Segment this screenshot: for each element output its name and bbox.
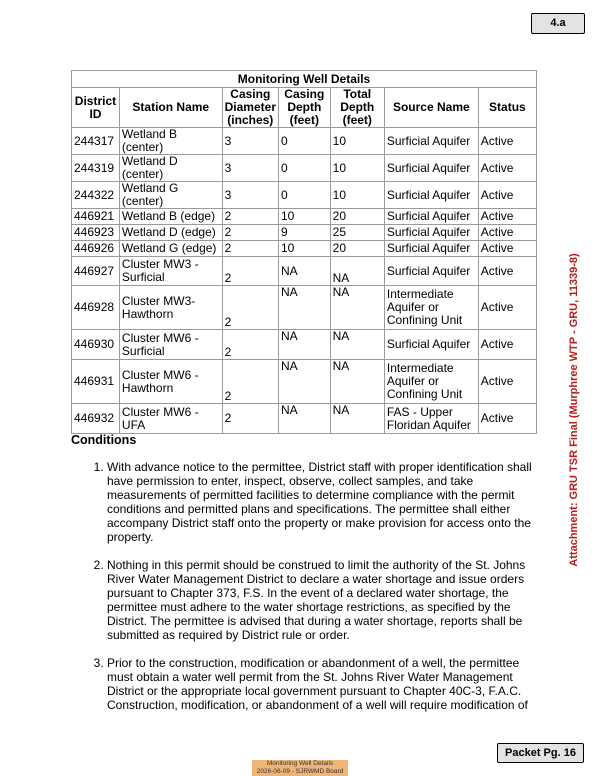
- cell-source-name: Intermediate Aquifer or Confining Unit: [384, 286, 478, 330]
- cell-casing-depth: NA: [278, 404, 330, 434]
- cell-station-name: Cluster MW6 - Hawthorn: [119, 360, 222, 404]
- cell-total-depth: 25: [330, 225, 384, 241]
- attachment-tag: 4.a: [531, 13, 585, 34]
- header-station-name: Station Name: [119, 88, 222, 128]
- table-row: [72, 128, 537, 155]
- cell-station-name: Cluster MW3- Hawthorn: [119, 286, 222, 330]
- cell-casing-depth: NA: [278, 330, 330, 360]
- cell-source-name: FAS - Upper Floridan Aquifer: [384, 404, 478, 434]
- cell-district-id: 446931: [72, 360, 120, 404]
- cell-casing-depth: 0: [278, 128, 330, 155]
- cell-casing-diameter: 2: [222, 286, 278, 330]
- cell-status: Active: [478, 286, 536, 330]
- cell-casing-diameter: 2: [222, 360, 278, 404]
- table-row: [72, 225, 537, 241]
- cell-station-name: Wetland G (edge): [119, 241, 222, 257]
- table-title: Monitoring Well Details: [72, 71, 537, 88]
- cell-casing-diameter: 2: [222, 330, 278, 360]
- table-row: [72, 286, 537, 330]
- footer-stamp: [252, 760, 348, 776]
- table-row: [72, 330, 537, 360]
- table-row: [72, 360, 537, 404]
- cell-status: Active: [478, 155, 536, 182]
- cell-district-id: 446932: [72, 404, 120, 434]
- condition-item: 2. Nothing in this permit should be construed to limit the authority of the St. Johns River Water Management District to declare a water shortage and issue orders pursuant to Chapter 373, F.S. In the event of a declared water shortage, the permittee must adhere to the water shortage restrictions, as specified by the District. The permittee is advised that during a water shortage, reports shall be submitted as required by District rule or order.: [107, 558, 537, 642]
- cell-casing-diameter: 2: [222, 241, 278, 257]
- cell-casing-depth: 0: [278, 182, 330, 209]
- table-row: [72, 404, 537, 434]
- cell-status: Active: [478, 404, 536, 434]
- attachment-side-label: Attachment: GRU TSR Final (Murphree WTP - GRU, 11339-8): [568, 253, 580, 567]
- cell-station-name: Wetland B (edge): [119, 209, 222, 225]
- cell-source-name: Surficial Aquifer: [384, 257, 478, 286]
- cell-casing-depth: 10: [278, 209, 330, 225]
- cell-total-depth: 10: [330, 128, 384, 155]
- cell-station-name: Wetland B (center): [119, 128, 222, 155]
- table-row: [72, 257, 537, 286]
- condition-item: 1. With advance notice to the permittee, District staff with proper identification shall have permission to enter, inspect, observe, collect samples, and take measurements of permitted facilities to determine compliance with the permit conditions and permitted plans and specifications. The permittee shall either accompany District staff onto the property or make provision for access onto the property.: [107, 460, 537, 544]
- cell-district-id: 244317: [72, 128, 120, 155]
- header-total-depth: Total Depth (feet): [330, 88, 384, 128]
- cell-total-depth: 20: [330, 209, 384, 225]
- table-row: [72, 182, 537, 209]
- cell-casing-diameter: 2: [222, 404, 278, 434]
- header-casing-depth: Casing Depth (feet): [278, 88, 330, 128]
- cell-source-name: Surficial Aquifer: [384, 225, 478, 241]
- cell-casing-depth: 9: [278, 225, 330, 241]
- cell-total-depth: NA: [330, 404, 384, 434]
- cell-district-id: 446930: [72, 330, 120, 360]
- header-district-id: District ID: [72, 88, 120, 128]
- cell-casing-diameter: 2: [222, 257, 278, 286]
- cell-casing-depth: 0: [278, 155, 330, 182]
- cell-casing-depth: NA: [278, 286, 330, 330]
- header-casing-diameter: Casing Diameter (inches): [222, 88, 278, 128]
- cell-district-id: 446927: [72, 257, 120, 286]
- conditions-list: [71, 460, 537, 726]
- cell-casing-diameter: 2: [222, 225, 278, 241]
- condition-item: 3. Prior to the construction, modification or abandonment of a well, the permittee must obtain a water well permit from the St. Johns River Water Management District or the appropriate local government pursuant to Chapter 40C-3, F.A.C. Construction, modification, or abandonment of a well will require modification of: [107, 656, 537, 712]
- cell-casing-depth: 10: [278, 241, 330, 257]
- cell-station-name: Wetland D (center): [119, 155, 222, 182]
- cell-district-id: 446926: [72, 241, 120, 257]
- cell-station-name: Wetland D (edge): [119, 225, 222, 241]
- monitoring-well-table: [71, 70, 537, 434]
- cell-casing-depth: NA: [278, 360, 330, 404]
- cell-status: Active: [478, 330, 536, 360]
- cell-total-depth: NA: [330, 257, 384, 286]
- table-row: [72, 209, 537, 225]
- cell-casing-diameter: 3: [222, 128, 278, 155]
- cell-source-name: Surficial Aquifer: [384, 128, 478, 155]
- cell-district-id: 446928: [72, 286, 120, 330]
- footer-stamp-line2: 2026-06-09 - SJRWMD Board: [256, 768, 344, 775]
- table-row: [72, 241, 537, 257]
- cell-status: Active: [478, 360, 536, 404]
- header-source-name: Source Name: [384, 88, 478, 128]
- cell-status: Active: [478, 209, 536, 225]
- cell-source-name: Surficial Aquifer: [384, 209, 478, 225]
- cell-district-id: 446921: [72, 209, 120, 225]
- cell-status: Active: [478, 257, 536, 286]
- cell-source-name: Intermediate Aquifer or Confining Unit: [384, 360, 478, 404]
- cell-district-id: 446923: [72, 225, 120, 241]
- cell-total-depth: 20: [330, 241, 384, 257]
- cell-station-name: Wetland G (center): [119, 182, 222, 209]
- cell-status: Active: [478, 241, 536, 257]
- conditions-heading: Conditions: [71, 433, 137, 447]
- cell-station-name: Cluster MW6 - UFA: [119, 404, 222, 434]
- cell-casing-diameter: 2: [222, 209, 278, 225]
- table-row: [72, 155, 537, 182]
- cell-casing-diameter: 3: [222, 155, 278, 182]
- cell-status: Active: [478, 225, 536, 241]
- cell-district-id: 244319: [72, 155, 120, 182]
- cell-source-name: Surficial Aquifer: [384, 155, 478, 182]
- cell-district-id: 244322: [72, 182, 120, 209]
- header-status: Status: [478, 88, 536, 128]
- footer-stamp-line1: Monitoring Well Details: [266, 760, 334, 767]
- cell-casing-depth: NA: [278, 257, 330, 286]
- cell-source-name: Surficial Aquifer: [384, 330, 478, 360]
- cell-station-name: Cluster MW6 - Surficial: [119, 330, 222, 360]
- cell-total-depth: 10: [330, 182, 384, 209]
- cell-station-name: Cluster MW3 - Surficial: [119, 257, 222, 286]
- cell-status: Active: [478, 128, 536, 155]
- cell-source-name: Surficial Aquifer: [384, 241, 478, 257]
- cell-casing-diameter: 3: [222, 182, 278, 209]
- packet-page-label: Packet Pg. 16: [497, 743, 584, 763]
- cell-total-depth: NA: [330, 360, 384, 404]
- cell-total-depth: NA: [330, 286, 384, 330]
- cell-status: Active: [478, 182, 536, 209]
- cell-total-depth: 10: [330, 155, 384, 182]
- cell-total-depth: NA: [330, 330, 384, 360]
- cell-source-name: Surficial Aquifer: [384, 182, 478, 209]
